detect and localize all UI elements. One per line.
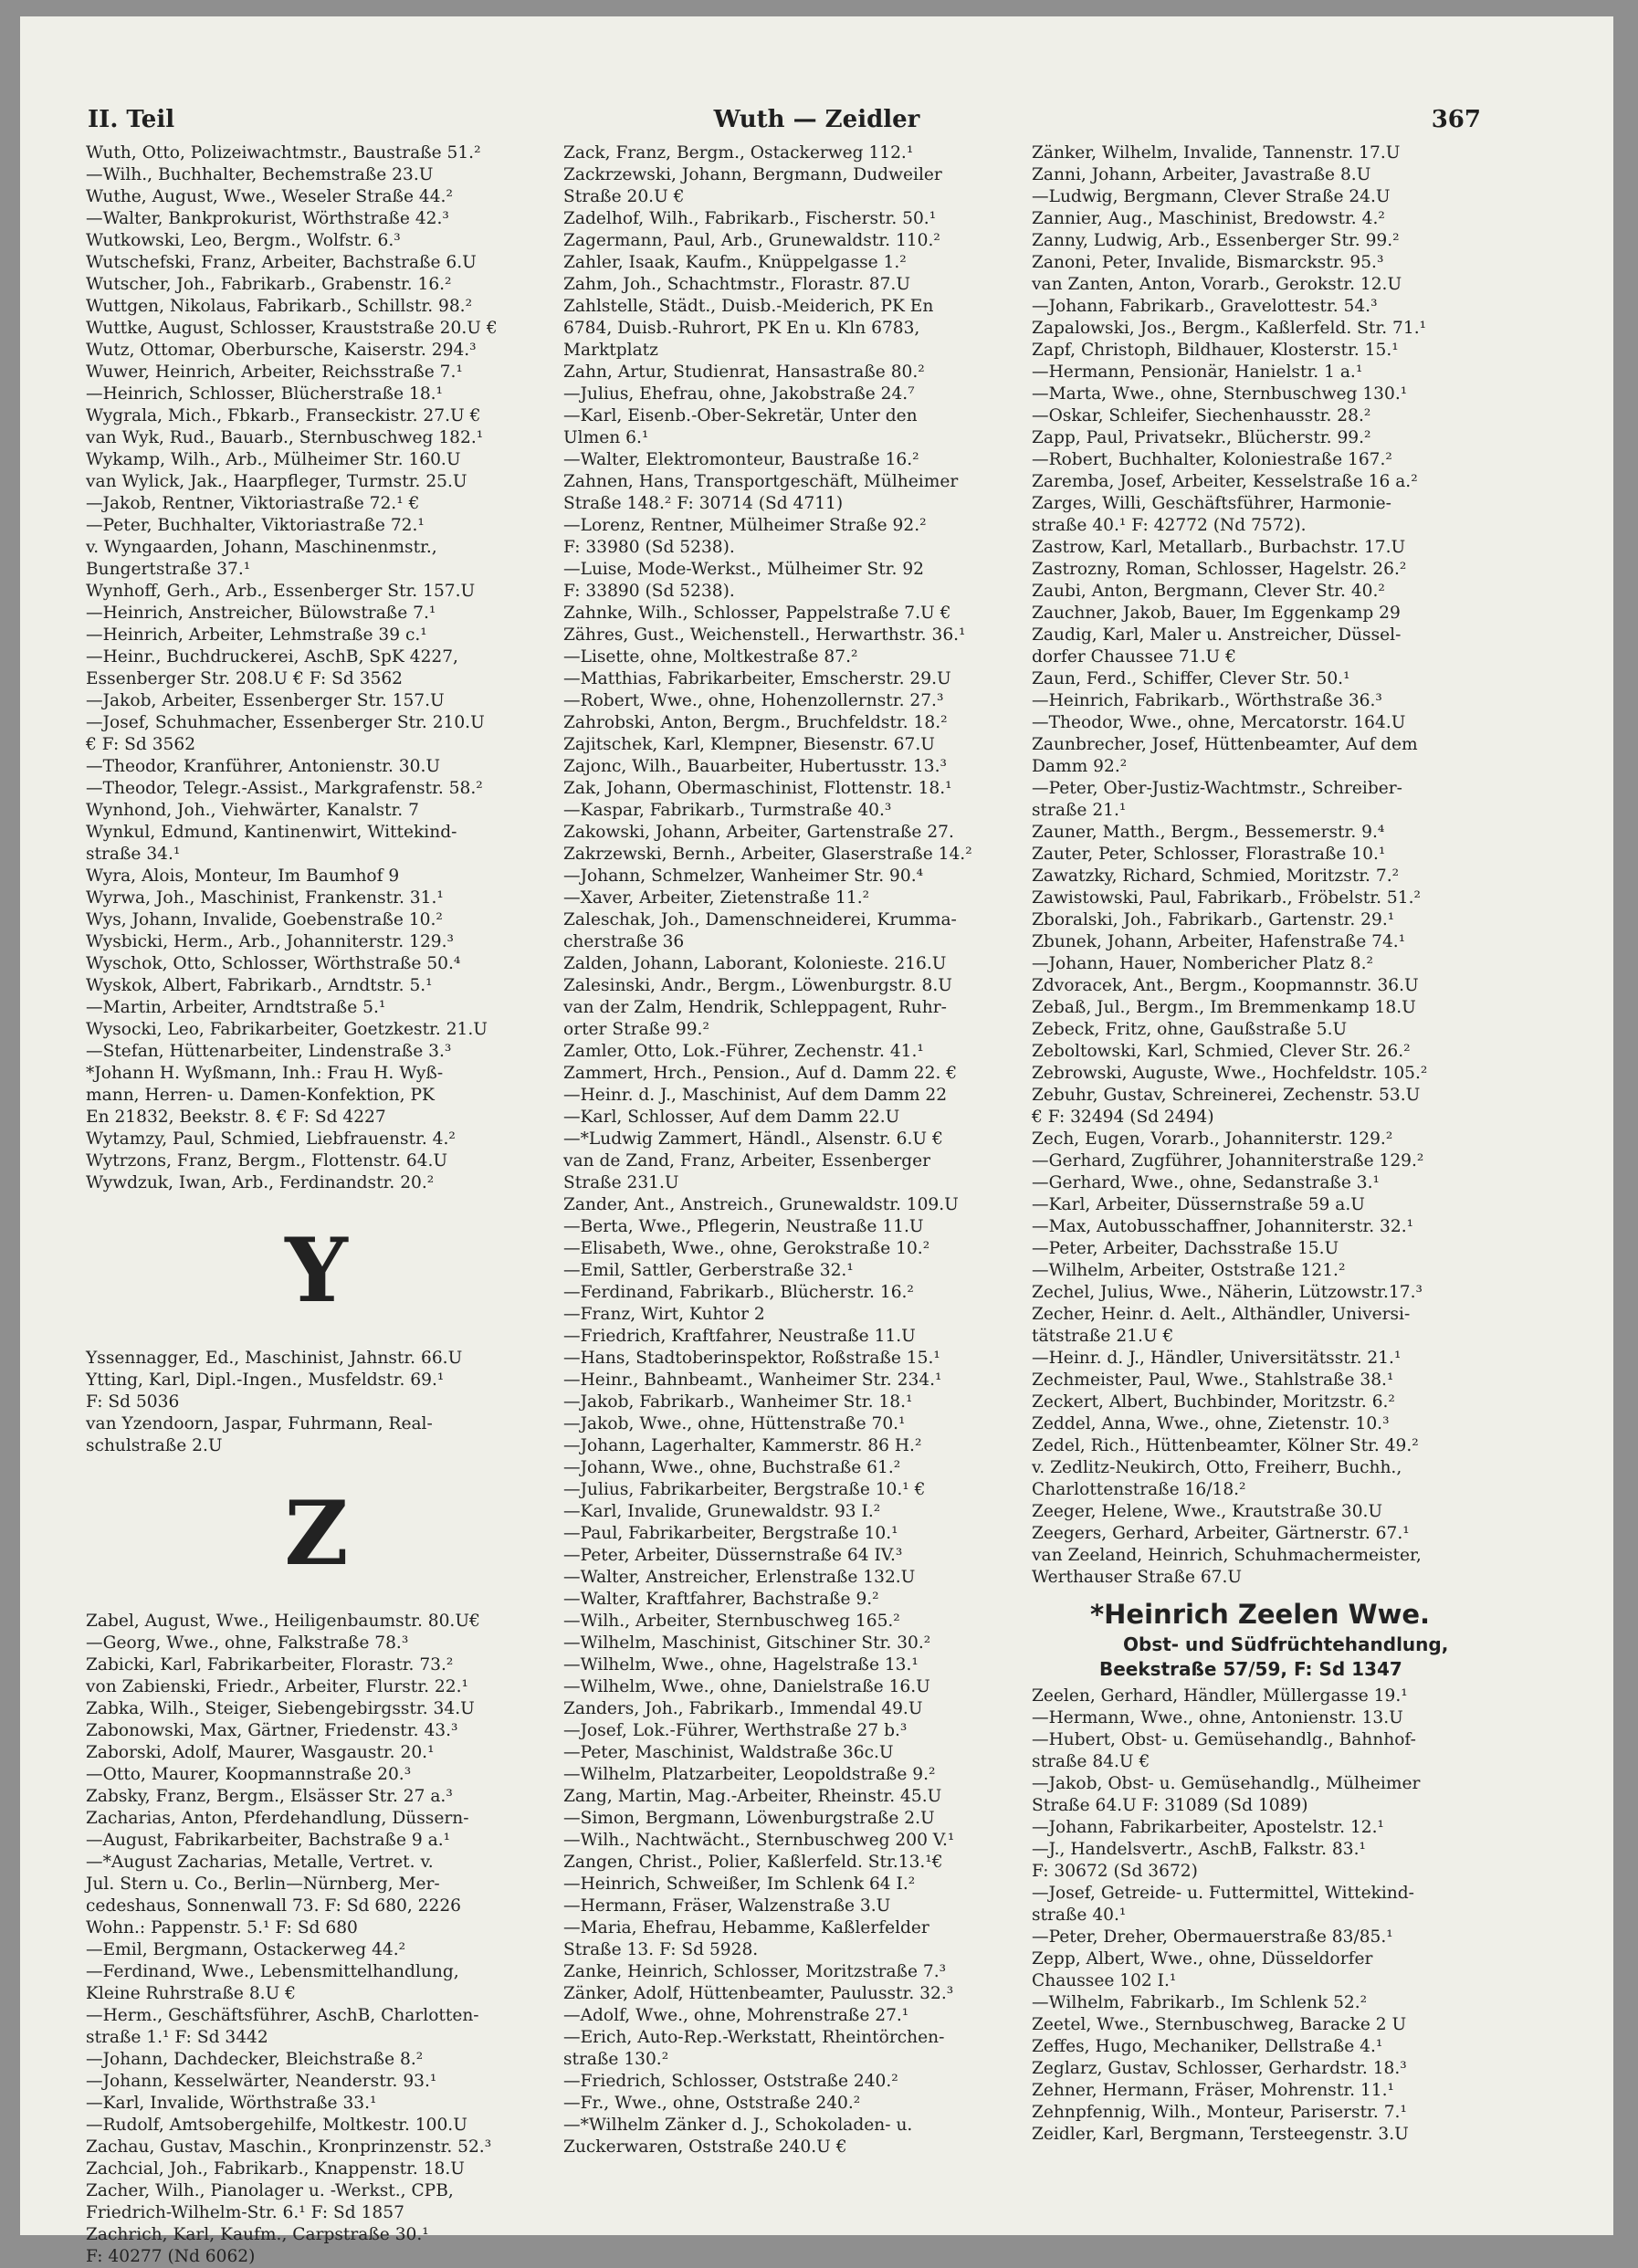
entry-line: orter Straße 99.² (563, 1020, 709, 1039)
entry-line: —Rudolf, Amtsobergehilfe, Moltkestr. 100.U (86, 2116, 467, 2135)
entry-line: —Maria, Ehefrau, Hebamme, Kaßlerfelder (563, 1918, 929, 1937)
entry-line: —August, Fabrikarbeiter, Bachstraße 9 a.¹ (86, 1831, 451, 1850)
entry-line: straße 84.U € (1032, 1752, 1150, 1771)
entry-line: —Elisabeth, Wwe., ohne, Gerokstraße 10.² (563, 1239, 930, 1258)
entry-line: —Ludwig, Bergmann, Clever Straße 24.U (1032, 187, 1391, 206)
entry-line: —Lisette, ohne, Moltkestraße 87.² (563, 647, 858, 667)
entry-line: —Oskar, Schleifer, Siechenhausstr. 28.² (1032, 406, 1371, 425)
entry-line: F: 33890 (Sd 5238). (563, 582, 735, 601)
entry-line: Wuttgen, Nikolaus, Fabrikarb., Schillstr. 98.² (86, 297, 473, 316)
entry-line: —Heinrich, Arbeiter, Lehmstraße 39 c.¹ (86, 625, 427, 645)
entry-line: Zacher, Wilh., Pianolager u. -Werkst., CPB, (86, 2181, 454, 2200)
entry-line: —Hans, Stadtoberinspektor, Roßstraße 15.¹ (563, 1349, 940, 1368)
entry-line: Zanni, Johann, Arbeiter, Javastraße 8.U (1032, 165, 1371, 184)
entry-line: —Heinr. d. J., Händler, Universitätsstr. 21.¹ (1032, 1349, 1402, 1368)
entry-line: —Heinrich, Anstreicher, Bülowstraße 7.¹ (86, 604, 436, 623)
entry-line: € F: Sd 3562 (86, 735, 196, 754)
section-letter-z: Z (284, 1482, 349, 1585)
entry-line: straße 40.¹ (1032, 1906, 1127, 1925)
entry-line: Wytamzy, Paul, Schmied, Liebfrauenstr. 4.² (86, 1129, 456, 1149)
entry-line: Ytting, Karl, Dipl.-Ingen., Musfeldstr. 69.¹ (86, 1370, 445, 1390)
entry-line: Zahler, Isaak, Kaufm., Knüppelgasse 1.² (563, 253, 907, 272)
entry-line: —Heinr., Buchdruckerei, AschB, SpK 4227, (86, 647, 458, 667)
entry-line: —*Ludwig Zammert, Händl., Alsenstr. 6.U € (563, 1129, 943, 1149)
entry-line: —Franz, Wirt, Kuhtor 2 (563, 1305, 765, 1324)
entry-line: —Herm., Geschäftsführer, AschB, Charlotten- (86, 2006, 479, 2025)
entry-line: van Wyk, Rud., Bauarb., Sternbuschweg 182.¹ (86, 428, 484, 447)
entry-line: —Stefan, Hüttenarbeiter, Lindenstraße 3.³ (86, 1042, 452, 1061)
entry-line: —Heinrich, Schweißer, Im Schlenk 64 I.² (563, 1874, 916, 1894)
entry-line: —Wilhelm, Arbeiter, Oststraße 121.² (1032, 1261, 1346, 1280)
entry-line: Zachcial, Joh., Fabrikarb., Knappenstr. 18.U (86, 2159, 465, 2179)
entry-line: Ulmen 6.¹ (563, 428, 649, 447)
entry-line: Zeegers, Gerhard, Arbeiter, Gärtnerstr. 67.¹ (1032, 1524, 1410, 1543)
entry-line: —Johann, Schmelzer, Wanheimer Str. 90.⁴ (563, 866, 924, 886)
entry-line: —Georg, Wwe., ohne, Falkstraße 78.³ (86, 1633, 409, 1653)
entry-line: —Heinr., Bahnbeamt., Wanheimer Str. 234.¹ (563, 1370, 942, 1390)
entry-line: Zeetel, Wwe., Sternbuschweg, Baracke 2 U (1032, 2015, 1407, 2034)
entry-line: *Johann H. Wyßmann, Inh.: Frau H. Wyß- (86, 1064, 444, 1083)
entry-line: —Walter, Elektromonteur, Baustraße 16.² (563, 450, 919, 469)
entry-line: —Josef, Lok.-Führer, Werthstraße 27 b.³ (563, 1721, 908, 1740)
entry-line: Wyschok, Otto, Schlosser, Wörthstraße 50.⁴ (86, 954, 461, 973)
entry-line: € F: 32494 (Sd 2494) (1032, 1108, 1214, 1127)
entry-line: Zangen, Christ., Polier, Kaßlerfeld. Str.13.¹€ (563, 1853, 943, 1872)
entry-line: Wutkowski, Leo, Bergm., Wolfstr. 6.³ (86, 231, 401, 250)
entry-line: Zeboltowski, Karl, Schmied, Clever Str. 26.² (1032, 1042, 1411, 1061)
entry-line: —Hermann, Pensionär, Hanielstr. 1 a.¹ (1032, 362, 1363, 382)
entry-line: —Johann, Kesselwärter, Neanderstr. 93.¹ (86, 2072, 437, 2091)
entry-line: Wys, Johann, Invalide, Goebenstraße 10.² (86, 910, 443, 929)
entry-line: straße 34.¹ (86, 845, 181, 864)
entry-line: Wuthe, August, Wwe., Weseler Straße 44.² (86, 187, 453, 206)
entry-line: —Fr., Wwe., ohne, Oststraße 240.² (563, 2094, 861, 2113)
entry-line: Zapp, Paul, Privatsekr., Blücherstr. 99.² (1032, 428, 1371, 447)
entry-line: Wynhoff, Gerh., Arb., Essenberger Str. 157.U (86, 582, 476, 601)
entry-line: Wutz, Ottomar, Oberbursche, Kaiserstr. 294.³ (86, 341, 477, 360)
entry-line: Wutscher, Joh., Fabrikarb., Grabenstr. 16.² (86, 275, 452, 294)
entry-line: —Lorenz, Rentner, Mülheimer Straße 92.² (563, 516, 927, 535)
entry-line: F: Sd 5036 (86, 1392, 180, 1412)
entry-line: Zagermann, Paul, Arb., Grunewaldstr. 110.² (563, 231, 940, 250)
entry-line: Wysbicki, Herm., Arb., Johanniterstr. 129.³ (86, 932, 454, 951)
entry-line: Zeddel, Anna, Wwe., ohne, Zietenstr. 10.³ (1032, 1414, 1390, 1433)
entry-line: Zähres, Gust., Weichenstell., Herwarthstr. 36.¹ (563, 625, 966, 645)
entry-line: Zeelen, Gerhard, Händler, Müllergasse 19.¹ (1032, 1686, 1408, 1706)
entry-line: Zeeger, Helene, Wwe., Krautstraße 30.U (1032, 1502, 1383, 1521)
entry-line: Chaussee 102 I.¹ (1032, 1971, 1177, 1990)
entry-line: —Josef, Schuhmacher, Essenberger Str. 210.U (86, 713, 485, 732)
entry-line: Zakrzewski, Bernh., Arbeiter, Glaserstraße 14.² (563, 845, 972, 864)
entry-line: —Kaspar, Fabrikarb., Turmstraße 40.³ (563, 801, 892, 820)
entry-line: —Jakob, Obst- u. Gemüsehandlg., Mülheimer (1032, 1774, 1421, 1793)
entry-line: Zarges, Willi, Geschäftsführer, Harmonie- (1032, 494, 1391, 513)
entry-line: Zacharias, Anton, Pferdehandlung, Düssern- (86, 1809, 469, 1828)
entry-line: —Friedrich, Schlosser, Oststraße 240.² (563, 2072, 898, 2091)
section-label: II. Teil (88, 106, 175, 133)
entry-line: —Walter, Anstreicher, Erlenstraße 132.U (563, 1568, 916, 1587)
entry-line: Zawatzky, Richard, Schmied, Moritzstr. 7.² (1032, 866, 1400, 886)
entry-line: —*Wilhelm Zänker d. J., Schokoladen- u. (563, 2116, 913, 2135)
entry-line: —Emil, Sattler, Gerberstraße 32.¹ (563, 1261, 854, 1280)
entry-line: Zepp, Albert, Wwe., ohne, Düsseldorfer (1032, 1949, 1373, 1969)
entry-line: —Karl, Arbeiter, Düssernstraße 59 a.U (1032, 1195, 1365, 1214)
entry-line: —Karl, Eisenb.-Ober-Sekretär, Unter den (563, 406, 918, 425)
entry-line: —Julius, Ehefrau, ohne, Jakobstraße 24.⁷ (563, 384, 915, 404)
entry-line: F: 33980 (Sd 5238). (563, 538, 735, 557)
entry-line: Wygrala, Mich., Fbkarb., Franseckistr. 27.U € (86, 406, 481, 425)
entry-line: —Josef, Getreide- u. Futtermittel, Wittekind- (1032, 1884, 1414, 1903)
entry-line: v. Zedlitz-Neukirch, Otto, Freiherr, Buchh., (1032, 1458, 1402, 1477)
entry-line: —Wilhelm, Wwe., ohne, Danielstraße 16.U (563, 1677, 930, 1696)
entry-line: Zänker, Adolf, Hüttenbeamter, Paulusstr. 32.³ (563, 1984, 954, 2003)
entry-line: —Hermann, Fräser, Walzenstraße 3.U (563, 1896, 891, 1916)
entry-line: Kleine Ruhrstraße 8.U € (86, 1984, 296, 2003)
entry-line: Zaunbrecher, Josef, Hüttenbeamter, Auf dem (1032, 735, 1418, 754)
entry-line: Zabel, August, Wwe., Heiligenbaumstr. 80.U€ (86, 1612, 480, 1631)
entry-line: Zadelhof, Wilh., Fabrikarb., Fischerstr. 50.¹ (563, 209, 937, 228)
entry-line: —Heinrich, Fabrikarb., Wörthstraße 36.³ (1032, 691, 1382, 710)
entry-line: —Heinrich, Schlosser, Blücherstraße 18.¹ (86, 384, 444, 404)
entry-line: —Matthias, Fabrikarbeiter, Emscherstr. 29.U (563, 669, 951, 688)
entry-line: —Jakob, Wwe., ohne, Hüttenstraße 70.¹ (563, 1414, 906, 1433)
entry-line: —Johann, Dachdecker, Bleichstraße 8.² (86, 2050, 424, 2069)
entry-line: Zbunek, Johann, Arbeiter, Hafenstraße 74.¹ (1032, 932, 1406, 951)
entry-line: —Heinr. d. J., Maschinist, Auf dem Damm 22 (563, 1086, 948, 1105)
entry-line: —Theodor, Telegr.-Assist., Markgrafenstr. 58.² (86, 779, 483, 798)
column-1 (86, 142, 547, 2268)
entry-line: Zabka, Wilh., Steiger, Siebengebirgsstr. 34.U (86, 1699, 475, 1718)
entry-line: Zebrowski, Auguste, Wwe., Hochfeldstr. 105.² (1032, 1064, 1428, 1083)
entry-line: Jul. Stern u. Co., Berlin—Nürnberg, Mer- (86, 1874, 440, 1894)
entry-line: Zuckerwaren, Oststraße 240.U € (563, 2137, 847, 2157)
ad-line: Obst- und Südfrüchtehandlung, (1123, 1633, 1449, 1655)
entry-line: Zalden, Johann, Laborant, Kolonieste. 216.U (563, 954, 947, 973)
page-number: 367 (1431, 106, 1481, 133)
entry-line: —Erich, Auto-Rep.-Werkstatt, Rheintörchen- (563, 2028, 945, 2047)
entry-line: F: 30672 (Sd 3672) (1032, 1862, 1198, 1881)
entry-line: —Karl, Invalide, Wörthstraße 33.¹ (86, 2094, 377, 2113)
entry-line: Friedrich-Wilhelm-Str. 6.¹ F: Sd 1857 (86, 2203, 404, 2222)
entry-line: En 21832, Beekstr. 8. € F: Sd 4227 (86, 1108, 386, 1127)
entry-line: Zdvoracek, Ant., Bergm., Koopmannstr. 36.U (1032, 976, 1419, 995)
entry-line: —Ferdinand, Wwe., Lebensmittelhandlung, (86, 1962, 459, 1981)
entry-line: —Walter, Kraftfahrer, Bachstraße 9.² (563, 1590, 879, 1609)
entry-line: —J., Handelsvertr., AschB, Falkstr. 83.¹ (1032, 1840, 1366, 1859)
entry-line: Zauter, Peter, Schlosser, Florastraße 10.¹ (1032, 845, 1386, 864)
entry-line: —Max, Autobusschaffner, Johanniterstr. 32.¹ (1032, 1217, 1414, 1236)
entry-line: —Marta, Wwe., ohne, Sternbuschweg 130.¹ (1032, 384, 1408, 404)
entry-line: Zachrich, Karl, Kaufm., Carpstraße 30.¹ (86, 2225, 429, 2244)
entry-line: Wuth, Otto, Polizeiwachtmstr., Baustraße 51.² (86, 143, 481, 163)
entry-line: —Walter, Bankprokurist, Wörthstraße 42.³ (86, 209, 449, 228)
entry-line: —Theodor, Kranführer, Antonienstr. 30.U (86, 757, 441, 776)
entry-line: Zackrzewski, Johann, Bergmann, Dudweiler (563, 165, 942, 184)
entry-line: Zeidler, Karl, Bergmann, Tersteegenstr. 3.U (1032, 2125, 1409, 2144)
entry-line: —Wilhelm, Maschinist, Gitschiner Str. 30.² (563, 1633, 931, 1653)
directory-page (20, 16, 1613, 2266)
entry-line: —Ferdinand, Fabrikarb., Blücherstr. 16.² (563, 1283, 914, 1302)
entry-line: straße 40.¹ F: 42772 (Nd 7572). (1032, 516, 1307, 535)
entry-line: Damm 92.² (1032, 757, 1128, 776)
entry-line: straße 1.¹ F: Sd 3442 (86, 2028, 268, 2047)
entry-line: Zastrozny, Roman, Schlosser, Hagelstr. 26.² (1032, 560, 1407, 579)
entry-line: Yssennagger, Ed., Maschinist, Jahnstr. 66.U (86, 1349, 463, 1368)
entry-line: tätstraße 21.U € (1032, 1327, 1174, 1346)
entry-line: Zawistowski, Paul, Fabrikarb., Fröbelstr. 51.² (1032, 888, 1421, 908)
advertisement (1032, 1589, 1493, 1685)
entry-line: Zaborski, Adolf, Maurer, Wasgaustr. 20.¹ (86, 1743, 435, 1762)
entry-line: —Johann, Wwe., ohne, Buchstraße 61.² (563, 1458, 901, 1477)
entry-line: —Simon, Bergmann, Löwenburgstraße 2.U (563, 1809, 935, 1828)
entry-line: Zabonowski, Max, Gärtner, Friedenstr. 43.³ (86, 1721, 458, 1740)
entry-line: 6784, Duisb.-Ruhrort, PK En u. Kln 6783, (563, 319, 920, 338)
entry-line: Zaremba, Josef, Arbeiter, Kesselstraße 16 a.² (1032, 472, 1418, 491)
entry-line: Wykamp, Wilh., Arb., Mülheimer Str. 160.U (86, 450, 461, 469)
entry-line: cherstraße 36 (563, 932, 685, 951)
entry-line: Zebaß, Jul., Bergm., Im Bremmenkamp 18.U (1032, 998, 1416, 1017)
entry-line: —Johann, Hauer, Nombericher Platz 8.² (1032, 954, 1373, 973)
entry-line: —Jakob, Fabrikarb., Wanheimer Str. 18.¹ (563, 1392, 913, 1412)
ad-line: Beekstraße 57/59, F: Sd 1347 (1099, 1658, 1402, 1680)
entry-line: Zaudig, Karl, Maler u. Anstreicher, Düssel- (1032, 625, 1402, 645)
entry-line: Zabicki, Karl, Fabrikarbeiter, Florastr. 73.² (86, 1655, 454, 1675)
entry-line: —Paul, Fabrikarbeiter, Bergstraße 10.¹ (563, 1524, 898, 1543)
entry-line: —Peter, Arbeiter, Düssernstraße 64 IV.³ (563, 1546, 903, 1565)
entry-line: van Wylick, Jak., Haarpfleger, Turmstr. 25.U (86, 472, 467, 491)
entry-line: Zapf, Christoph, Bildhauer, Klosterstr. 15.¹ (1032, 341, 1399, 360)
entry-line: —Wilh., Arbeiter, Sternbuschweg 165.² (563, 1612, 900, 1631)
entry-line: Zauner, Matth., Bergm., Bessemerstr. 9.⁴ (1032, 823, 1385, 842)
name-range-header: Wuth — Zeidler (713, 106, 920, 133)
entry-line: Zanoni, Peter, Invalide, Bismarckstr. 95.³ (1032, 253, 1384, 272)
entry-line: —Peter, Dreher, Obermauerstraße 83/85.¹ (1032, 1927, 1393, 1947)
entry-line: Zecher, Heinr. d. Aelt., Althändler, Universi- (1032, 1305, 1411, 1324)
ad-spacer (1087, 1589, 1493, 1596)
entry-line: van der Zalm, Hendrik, Schleppagent, Ruhr- (563, 998, 947, 1017)
entry-line: —Peter, Ober-Justiz-Wachtmstr., Schreiber- (1032, 779, 1402, 798)
entry-line: —Xaver, Arbeiter, Zietenstraße 11.² (563, 888, 870, 908)
entry-line: Wuttke, August, Schlosser, Krauststraße 20.U € (86, 319, 498, 338)
entry-line: Wohn.: Pappenstr. 5.¹ F: Sd 680 (86, 1918, 358, 1937)
entry-line: —Friedrich, Kraftfahrer, Neustraße 11.U (563, 1327, 916, 1346)
entry-line: Zack, Franz, Bergm., Ostackerweg 112.¹ (563, 143, 914, 163)
entry-line: —Wilhelm, Fabrikarb., Im Schlenk 52.² (1032, 1993, 1368, 2012)
entry-line: Zak, Johann, Obermaschinist, Flottenstr. 18.¹ (563, 779, 952, 798)
entry-line: Wyra, Alois, Monteur, Im Baumhof 9 (86, 866, 400, 886)
entry-line: Straße 148.² F: 30714 (Sd 4711) (563, 494, 844, 513)
entry-line: —Luise, Mode-Werkst., Mülheimer Str. 92 (563, 560, 924, 579)
entry-line: Essenberger Str. 208.U € F: Sd 3562 (86, 669, 404, 688)
entry-line: straße 21.¹ (1032, 801, 1127, 820)
entry-line: Zechel, Julius, Wwe., Näherin, Lützowstr.17.³ (1032, 1283, 1423, 1302)
entry-line: Wynkul, Edmund, Kantinenwirt, Wittekind- (86, 823, 457, 842)
entry-line: Zebuhr, Gustav, Schreinerei, Zechenstr. 53.U (1032, 1086, 1421, 1105)
entry-line: —Wilhelm, Platzarbeiter, Leopoldstraße 9.² (563, 1765, 936, 1784)
entry-line: Zahm, Joh., Schachtmstr., Florastr. 87.U (563, 275, 911, 294)
entry-line: —Johann, Lagerhalter, Kammerstr. 86 H.² (563, 1436, 922, 1455)
entry-line: cedeshaus, Sonnenwall 73. F: Sd 680, 2226 (86, 1896, 462, 1916)
section-letter-y: Y (285, 1219, 348, 1322)
entry-line: Bungertstraße 37.¹ (86, 560, 251, 579)
entry-line: Straße 20.U € (563, 187, 685, 206)
entry-line: Zanke, Heinrich, Schlosser, Moritzstraße 7.³ (563, 1962, 947, 1981)
entry-line: Zammert, Hrch., Pension., Auf d. Damm 22. € (563, 1064, 958, 1083)
entry-line: —Karl, Schlosser, Auf dem Damm 22.U (563, 1108, 900, 1127)
entry-line: —Jakob, Arbeiter, Essenberger Str. 157.U (86, 691, 445, 710)
entry-line: straße 130.² (563, 2050, 669, 2069)
entry-line: Zapalowski, Jos., Bergm., Kaßlerfeld. Str. 71.¹ (1032, 319, 1427, 338)
entry-line: Zauchner, Jakob, Bauer, Im Eggenkamp 29 (1032, 604, 1401, 623)
entry-line: F: 40277 (Nd 6062) (86, 2247, 256, 2266)
entry-line: Zanny, Ludwig, Arb., Essenberger Str. 99.² (1032, 231, 1400, 250)
entry-line: —Jakob, Rentner, Viktoriastraße 72.¹ € (86, 494, 420, 513)
entry-line: Zachau, Gustav, Maschin., Kronprinzenstr. 52.³ (86, 2137, 492, 2157)
entry-line: Zedel, Rich., Hüttenbeamter, Kölner Str. 49.² (1032, 1436, 1419, 1455)
entry-line: Zanders, Joh., Fabrikarb., Immendal 49.U (563, 1699, 923, 1718)
entry-line: Zehner, Hermann, Fräser, Mohrenstr. 11.¹ (1032, 2081, 1395, 2100)
entry-line: Zeglarz, Gustav, Schlosser, Gerhardstr. 18.³ (1032, 2059, 1407, 2078)
ad-business-name: *Heinrich Zeelen Wwe. (1090, 1599, 1431, 1630)
entry-line: von Zabienski, Friedr., Arbeiter, Flurstr. 22.¹ (86, 1677, 468, 1696)
entry-line: van Yzendoorn, Jaspar, Fuhrmann, Real- (86, 1414, 433, 1433)
entry-line: Zech, Eugen, Vorarb., Johanniterstr. 129.² (1032, 1129, 1393, 1149)
entry-line: Zastrow, Karl, Metallarb., Burbachstr. 17.U (1032, 538, 1406, 557)
entry-line: Wysocki, Leo, Fabrikarbeiter, Goetzkestr. 21.U (86, 1020, 488, 1039)
entry-line: Zander, Ant., Anstreich., Grunewaldstr. 109.U (563, 1195, 959, 1214)
entry-line: —Peter, Maschinist, Waldstraße 36c.U (563, 1743, 894, 1762)
entry-line: —Julius, Fabrikarbeiter, Bergstraße 10.¹ € (563, 1480, 926, 1499)
entry-line: Zebeck, Fritz, ohne, Gaußstraße 5.U (1032, 1020, 1348, 1039)
entry-line: Wywdzuk, Iwan, Arb., Ferdinandstr. 20.² (86, 1173, 435, 1192)
entry-line: —Berta, Wwe., Pflegerin, Neustraße 11.U (563, 1217, 924, 1236)
entry-line: Zannier, Aug., Maschinist, Bredowstr. 4.² (1032, 209, 1385, 228)
entry-line: —Peter, Arbeiter, Dachsstraße 15.U (1032, 1239, 1339, 1258)
entry-line: —Hermann, Wwe., ohne, Antonienstr. 13.U (1032, 1708, 1403, 1727)
entry-line: v. Wyngaarden, Johann, Maschinenmstr., (86, 538, 437, 557)
entry-line: Zechmeister, Paul, Wwe., Stahlstraße 38.¹ (1032, 1370, 1394, 1390)
entry-line: —Wilhelm, Wwe., ohne, Hagelstraße 13.¹ (563, 1655, 919, 1675)
entry-line: —Johann, Fabrikarbeiter, Apostelstr. 12.¹ (1032, 1818, 1384, 1837)
entry-line: schulstraße 2.U (86, 1436, 223, 1455)
entry-line: Zehnpfennig, Wilh., Monteur, Pariserstr. 7.¹ (1032, 2103, 1407, 2122)
entry-line: Zajonc, Wilh., Bauarbeiter, Hubertusstr. 13.³ (563, 757, 947, 776)
entry-line: Straße 13. F: Sd 5928. (563, 1940, 759, 1959)
entry-line: Wyskok, Albert, Fabrikarb., Arndtstr. 5.¹ (86, 976, 433, 995)
entry-line: —Wilh., Buchhalter, Bechemstraße 23.U (86, 165, 434, 184)
entry-line: dorfer Chaussee 71.U € (1032, 647, 1236, 667)
entry-line: —Peter, Buchhalter, Viktoriastraße 72.¹ (86, 516, 425, 535)
entry-line: —Hubert, Obst- u. Gemüsehandlg., Bahnhof- (1032, 1730, 1416, 1749)
entry-line: Straße 64.U F: 31089 (Sd 1089) (1032, 1796, 1308, 1815)
entry-line: Wutschefski, Franz, Arbeiter, Bachstraße 6.U (86, 253, 477, 272)
entry-line: Zahnke, Wilh., Schlosser, Pappelstraße 7.U € (563, 604, 951, 623)
entry-line: —Wilh., Nachtwächt., Sternbuschweg 200 V.¹ (563, 1831, 955, 1850)
entry-line: Zeckert, Albert, Buchbinder, Moritzstr. 6.² (1032, 1392, 1395, 1412)
entry-line: Zahrobski, Anton, Bergm., Bruchfeldstr. 18.² (563, 713, 948, 732)
entry-line: —Martin, Arbeiter, Arndtstraße 5.¹ (86, 998, 386, 1017)
entry-line: Zakowski, Johann, Arbeiter, Gartenstraße 27. (563, 823, 954, 842)
entry-line: Zänker, Wilhelm, Invalide, Tannenstr. 17.U (1032, 143, 1401, 163)
entry-line: —Otto, Maurer, Koopmannstraße 20.³ (86, 1765, 412, 1784)
entry-line: Zboralski, Joh., Fabrikarb., Gartenstr. 29.¹ (1032, 910, 1395, 929)
entry-line: mann, Herren- u. Damen-Konfektion, PK (86, 1086, 435, 1105)
column-2 (563, 142, 1024, 2158)
entry-line: Zahn, Artur, Studienrat, Hansastraße 80.² (563, 362, 925, 382)
entry-line: Zahlstelle, Städt., Duisb.-Meiderich, PK En (563, 297, 934, 316)
entry-line: Zalesinski, Andr., Bergm., Löwenburgstr. 8.U (563, 976, 952, 995)
entry-line: Wynhond, Joh., Viehwärter, Kanalstr. 7 (86, 801, 419, 820)
entry-line: —*August Zacharias, Metalle, Vertret. v. (86, 1853, 434, 1872)
entry-line: Zaleschak, Joh., Damenschneiderei, Krumma- (563, 910, 957, 929)
entry-line: —Johann, Fabrikarb., Gravelottestr. 54.³ (1032, 297, 1378, 316)
entry-line: —Theodor, Wwe., ohne, Mercatorstr. 164.U (1032, 713, 1406, 732)
entry-line: Wytrzons, Franz, Bergm., Flottenstr. 64.U (86, 1151, 448, 1171)
entry-line: —Gerhard, Zugführer, Johanniterstraße 129.² (1032, 1151, 1424, 1171)
entry-line: van Zanten, Anton, Vorarb., Gerokstr. 12.U (1032, 275, 1402, 294)
entry-line: Zeffes, Hugo, Mechaniker, Dellstraße 4.¹ (1032, 2037, 1383, 2056)
entry-line: Zamler, Otto, Lok.-Führer, Zechenstr. 41.¹ (563, 1042, 924, 1061)
entry-line: Werthauser Straße 67.U (1032, 1568, 1243, 1587)
entry-line: van Zeeland, Heinrich, Schuhmachermeister, (1032, 1546, 1422, 1565)
entry-line: Zang, Martin, Mag.-Arbeiter, Rheinstr. 45.U (563, 1787, 942, 1806)
entry-line: Zajitschek, Karl, Klempner, Biesenstr. 67.U (563, 735, 935, 754)
entry-line: Zaun, Ferd., Schiffer, Clever Str. 50.¹ (1032, 669, 1350, 688)
entry-line: Wuwer, Heinrich, Arbeiter, Reichsstraße 7.¹ (86, 362, 463, 382)
entry-line: —Gerhard, Wwe., ohne, Sedanstraße 3.¹ (1032, 1173, 1380, 1192)
column-3 (1032, 142, 1493, 2146)
entry-line: Zahnen, Hans, Transportgeschäft, Mülheimer (563, 472, 959, 491)
entry-line: van de Zand, Franz, Arbeiter, Essenberger (563, 1151, 930, 1171)
entry-line: —Robert, Buchhalter, Koloniestraße 167.² (1032, 450, 1392, 469)
entry-line: —Adolf, Wwe., ohne, Mohrenstraße 27.¹ (563, 2006, 909, 2025)
entry-line: —Robert, Wwe., ohne, Hohenzollernstr. 27.³ (563, 691, 944, 710)
entry-line: —Emil, Bergmann, Ostackerweg 44.² (86, 1940, 406, 1959)
entry-line: Marktplatz (563, 341, 658, 360)
entry-line: Charlottenstraße 16/18.² (1032, 1480, 1246, 1499)
entry-line: Wyrwa, Joh., Maschinist, Frankenstr. 31.¹ (86, 888, 444, 908)
entry-line: Zaubi, Anton, Bergmann, Clever Str. 40.² (1032, 582, 1385, 601)
entry-line: —Karl, Invalide, Grunewaldstr. 93 I.² (563, 1502, 881, 1521)
entry-line: Zabsky, Franz, Bergm., Elsässer Str. 27 a.³ (86, 1787, 453, 1806)
entry-line: Straße 231.U (563, 1173, 679, 1192)
